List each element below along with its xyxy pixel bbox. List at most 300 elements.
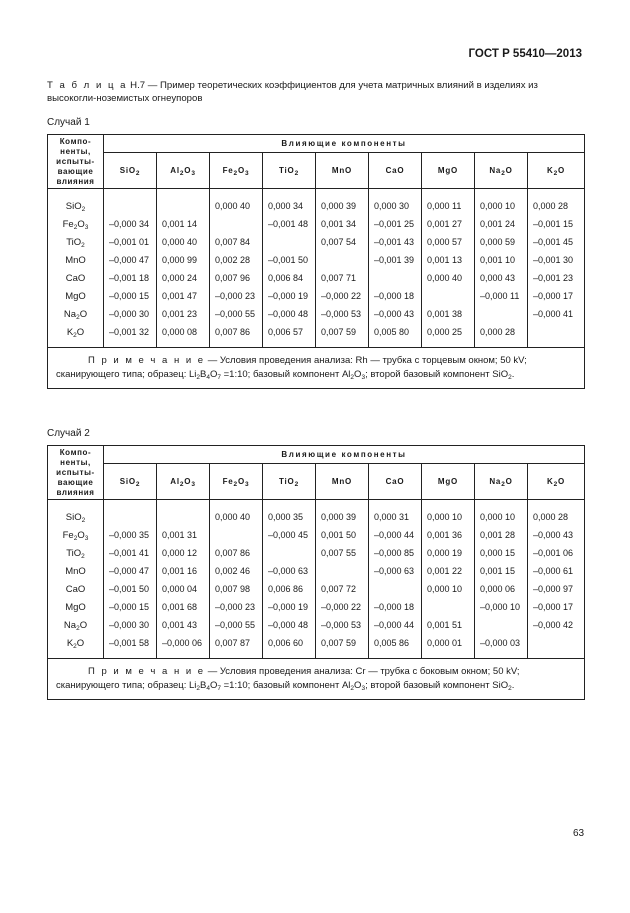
table-cell: 0,000 11 (422, 189, 475, 216)
table-cell: –0,000 30 (104, 305, 157, 323)
table-cell: –0,001 48 (263, 215, 316, 233)
table-row (48, 500, 585, 527)
column-header (104, 464, 157, 500)
row-label (48, 500, 104, 527)
corner-header-line: вающие (57, 166, 94, 176)
table-cell: 0,007 96 (210, 269, 263, 287)
formula-part: Na (63, 619, 77, 631)
row-label (48, 562, 104, 580)
formula-part: MgO (437, 165, 459, 175)
column-header (157, 464, 210, 500)
table-row (48, 251, 585, 269)
table-cell: 0,007 98 (210, 580, 263, 598)
table-cell (157, 500, 210, 527)
table-row (48, 526, 585, 544)
corner-header-line: испыты- (56, 467, 95, 477)
table-cell: –0,000 23 (210, 287, 263, 305)
table-cell (157, 189, 210, 216)
formula-part: MnO (65, 254, 86, 266)
table-cell: 0,001 47 (157, 287, 210, 305)
note-text: =1:10; базовый компонент Al (220, 369, 351, 380)
table-cell: –0,001 32 (104, 323, 157, 348)
note-subscript: 2 (350, 374, 355, 381)
row-label-formula (66, 584, 86, 595)
table-cell (422, 598, 475, 616)
table-row (48, 580, 585, 598)
table-cell: 0,001 10 (475, 251, 528, 269)
table-cell: –0,000 19 (263, 287, 316, 305)
table-cell: –0,000 19 (263, 598, 316, 616)
row-label (48, 287, 104, 305)
table-cell: 0,006 86 (263, 580, 316, 598)
corner-header-line: вающие (57, 477, 94, 487)
table-cell: –0,000 97 (528, 580, 585, 598)
table-row (48, 287, 585, 305)
formula-part: Na (63, 308, 77, 320)
table-cell: 0,000 39 (316, 500, 369, 527)
table-cell: –0,000 18 (369, 598, 422, 616)
table-cell: –0,001 15 (528, 215, 585, 233)
formula-subscript: 3 (84, 223, 89, 231)
note-label: П р и м е ч а н и е (88, 666, 206, 677)
table-cell: 0,000 19 (422, 544, 475, 562)
column-header-formula (279, 477, 299, 486)
formula-part: MnO (331, 476, 353, 486)
table-cell: 0,007 59 (316, 634, 369, 659)
table-cell: 0,007 55 (316, 544, 369, 562)
table-note (48, 348, 585, 389)
formula-subscript: 3 (84, 534, 89, 542)
table-cell: 0,000 35 (263, 500, 316, 527)
column-header-formula (489, 477, 512, 486)
table-cell: 0,006 84 (263, 269, 316, 287)
row-label (48, 544, 104, 562)
table-cell: –0,000 45 (263, 526, 316, 544)
formula-part: O (184, 476, 192, 486)
column-header-formula (547, 477, 565, 486)
table-cell: –0,000 63 (369, 562, 422, 580)
table-cell: 0,007 54 (316, 233, 369, 251)
table-cell: –0,000 53 (316, 616, 369, 634)
formula-part: K (66, 637, 74, 649)
row-label (48, 305, 104, 323)
table-cell (104, 500, 157, 527)
table-cell: 0,007 71 (316, 269, 369, 287)
note-text: B (200, 369, 207, 380)
case-1-title: Случай 1 (47, 117, 90, 128)
corner-header-line: испыты- (56, 156, 95, 166)
formula-part: CaO (385, 165, 405, 175)
table-cell: –0,001 06 (528, 544, 585, 562)
table-cell (210, 215, 263, 233)
table-cell: 0,001 16 (157, 562, 210, 580)
table-cell: –0,000 47 (104, 251, 157, 269)
formula-part: O (77, 218, 85, 230)
column-header-formula (438, 477, 458, 486)
column-header-formula (223, 166, 250, 175)
table-cell: 0,007 59 (316, 323, 369, 348)
table-cell: –0,001 01 (104, 233, 157, 251)
table-note (48, 659, 585, 700)
column-header (528, 153, 585, 189)
table-cell: –0,000 17 (528, 287, 585, 305)
row-label (48, 189, 104, 216)
corner-header-line: влияния (56, 176, 95, 186)
formula-part: O (79, 619, 88, 631)
formula-part: SiO (119, 165, 136, 175)
table-cell: 0,001 27 (422, 215, 475, 233)
table-cell: –0,001 50 (263, 251, 316, 269)
table-cell: 0,001 36 (422, 526, 475, 544)
column-header-formula (386, 477, 405, 486)
formula-part: Al (170, 476, 180, 486)
table-cell: 0,000 10 (422, 580, 475, 598)
table-cell: 0,000 31 (369, 500, 422, 527)
table-cell: 0,001 22 (422, 562, 475, 580)
row-label-formula (65, 255, 86, 266)
table-cell: 0,000 40 (157, 233, 210, 251)
note-text: O (354, 680, 362, 691)
table-cell: –0,000 63 (263, 562, 316, 580)
column-header-formula (489, 166, 512, 175)
table-cell: –0,001 45 (528, 233, 585, 251)
note-subscript: 2 (196, 685, 200, 692)
row-label (48, 598, 104, 616)
table-cell: 0,001 31 (157, 526, 210, 544)
row-label-formula (66, 273, 86, 284)
table-cell: 0,000 43 (475, 269, 528, 287)
table-cell: 0,000 10 (475, 500, 528, 527)
table-cell: –0,000 15 (104, 598, 157, 616)
formula-subscript: 2 (73, 534, 78, 542)
influencing-components-header: Влияющие компоненты (104, 446, 585, 464)
table-cell: –0,000 42 (528, 616, 585, 634)
formula-part: Fe (62, 218, 74, 230)
table-cell: 0,000 99 (157, 251, 210, 269)
note-subscript: 2 (508, 685, 512, 692)
corner-header-line: Компо- (59, 447, 92, 457)
table-cell: –0,000 15 (104, 287, 157, 305)
formula-part: MnO (65, 565, 86, 577)
column-header-formula (170, 166, 195, 175)
table-cell: –0,000 18 (369, 287, 422, 305)
formula-part: Al (170, 165, 180, 175)
row-label-formula (66, 201, 85, 212)
table-cell: –0,000 23 (210, 598, 263, 616)
table-cell: –0,001 50 (104, 580, 157, 598)
row-label-formula (65, 291, 86, 302)
table-cell: –0,000 43 (369, 305, 422, 323)
row-label (48, 634, 104, 659)
formula-subscript: 2 (135, 169, 141, 177)
table-row (48, 215, 585, 233)
formula-subscript: 2 (553, 169, 559, 177)
table-cell: –0,000 34 (104, 215, 157, 233)
table-cell: –0,001 43 (369, 233, 422, 251)
note-text: ; второй базовый компонент SiO (365, 369, 509, 380)
note-subscript: 7 (217, 374, 221, 381)
note-text: =1:10; базовый компонент Al (220, 680, 351, 691)
table-cell: –0,000 44 (369, 526, 422, 544)
table-cell: –0,000 03 (475, 634, 528, 659)
formula-subscript: 2 (81, 205, 86, 213)
caption-label: Т а б л и ц а (47, 80, 128, 91)
corner-header-line: Компо- (59, 136, 92, 146)
row-label (48, 616, 104, 634)
column-header-formula (120, 477, 141, 486)
column-header (369, 464, 422, 500)
column-header (210, 153, 263, 189)
table-cell: 0,001 14 (157, 215, 210, 233)
table-cell: 0,006 60 (263, 634, 316, 659)
caption-text: Н.7 — Пример теоретических коэффициентов для учета матричных влияний в изделиях из высокогли-ноземистых огнеупоров (47, 80, 538, 104)
table-cell: 0,000 40 (422, 269, 475, 287)
row-label (48, 580, 104, 598)
note-subscript: 2 (508, 374, 512, 381)
table-cell: –0,000 11 (475, 287, 528, 305)
formula-subscript: 3 (191, 169, 196, 177)
table-cell: –0,000 43 (528, 526, 585, 544)
row-label-formula (63, 219, 89, 230)
column-header (316, 464, 369, 500)
formula-subscript: 2 (73, 642, 77, 650)
table-cell: –0,000 22 (316, 287, 369, 305)
table-cell: 0,007 87 (210, 634, 263, 659)
table-cell: 0,001 13 (422, 251, 475, 269)
row-label (48, 251, 104, 269)
formula-subscript: 2 (233, 480, 238, 488)
note-subscript: 4 (206, 685, 210, 692)
table-cell: –0,000 10 (475, 598, 528, 616)
page-number: 63 (573, 828, 585, 839)
column-header-formula (386, 166, 405, 175)
note-text: O (354, 369, 362, 380)
row-label (48, 215, 104, 233)
note-text: — Условия проведения анализа: Cr — трубка с боковым окном; 50 kV; сканирующего типа; образец: Li (56, 666, 520, 691)
table-cell: 0,002 46 (210, 562, 263, 580)
formula-part: TiO (278, 165, 295, 175)
note-text: O (209, 369, 218, 380)
table-cell (316, 562, 369, 580)
formula-subscript: 2 (233, 169, 238, 177)
formula-part: CaO (65, 583, 86, 595)
table-cell: 0,001 51 (422, 616, 475, 634)
table-cell (422, 287, 475, 305)
table-cell: 0,000 25 (422, 323, 475, 348)
table-cell: 0,007 86 (210, 323, 263, 348)
formula-subscript: 3 (244, 169, 250, 177)
table-row (48, 269, 585, 287)
formula-part: SiO (119, 476, 136, 486)
row-label-formula (66, 512, 85, 523)
table-row (48, 634, 585, 659)
note-subscript: 3 (361, 374, 366, 381)
row-label (48, 526, 104, 544)
influencing-components-header: Влияющие компоненты (104, 135, 585, 153)
table-cell: 0,005 80 (369, 323, 422, 348)
row-label (48, 233, 104, 251)
table-cell (369, 580, 422, 598)
table-cell: 0,000 40 (210, 500, 263, 527)
column-header (475, 464, 528, 500)
table-cell: –0,000 35 (104, 526, 157, 544)
table-cell: 0,000 12 (157, 544, 210, 562)
corner-header (48, 446, 104, 500)
column-header (369, 153, 422, 189)
table-cell: –0,000 55 (210, 616, 263, 634)
table-cell (528, 634, 585, 659)
table-cell: 0,000 15 (475, 544, 528, 562)
table-cell: –0,000 44 (369, 616, 422, 634)
column-header (422, 464, 475, 500)
column-header-formula (223, 477, 250, 486)
table-row (48, 544, 585, 562)
formula-part: O (558, 165, 566, 175)
note-subscript: 3 (361, 685, 366, 692)
table-cell (104, 189, 157, 216)
column-header-formula (547, 166, 565, 175)
table-cell: 0,001 38 (422, 305, 475, 323)
formula-subscript: 2 (179, 480, 185, 488)
table-cell: 0,000 24 (157, 269, 210, 287)
table-cell: 0,000 10 (422, 500, 475, 527)
table-cell (210, 526, 263, 544)
table-cell: 0,000 57 (422, 233, 475, 251)
table-cell: –0,001 25 (369, 215, 422, 233)
table-cell: –0,000 41 (528, 305, 585, 323)
row-label-formula (66, 237, 85, 248)
formula-part: MgO (437, 476, 459, 486)
corner-header-line: ненты, (60, 457, 91, 467)
formula-part: CaO (65, 272, 86, 284)
table-row (48, 305, 585, 323)
table-cell: 0,000 34 (263, 189, 316, 216)
formula-subscript: 2 (294, 169, 299, 177)
formula-subscript: 2 (73, 223, 78, 231)
formula-subscript: 2 (501, 169, 506, 177)
column-header (263, 464, 316, 500)
table-cell: 0,006 57 (263, 323, 316, 348)
formula-part: SiO (65, 511, 82, 523)
formula-part: O (558, 476, 566, 486)
formula-part: K (547, 476, 554, 486)
table-row (48, 562, 585, 580)
note-text: ; второй базовый компонент SiO (365, 680, 509, 691)
table-caption (47, 80, 587, 105)
column-header-formula (332, 477, 352, 486)
formula-part: TiO (278, 476, 295, 486)
table-cell: 0,000 59 (475, 233, 528, 251)
corner-header-line: ненты, (60, 146, 91, 156)
table-cell: 0,007 86 (210, 544, 263, 562)
formula-part: O (505, 476, 513, 486)
formula-subscript: 2 (76, 313, 80, 321)
formula-part: O (237, 476, 245, 486)
table-cell: 0,001 23 (157, 305, 210, 323)
table-cell: –0,000 30 (104, 616, 157, 634)
table-cell: 0,007 72 (316, 580, 369, 598)
formula-part: Na (489, 476, 502, 486)
formula-part: MgO (65, 290, 86, 302)
table-cell: –0,000 17 (528, 598, 585, 616)
column-header-formula (170, 477, 195, 486)
row-label-formula (65, 602, 86, 613)
note-label: П р и м е ч а н и е (88, 355, 206, 366)
column-header (210, 464, 263, 500)
column-header-formula (438, 166, 458, 175)
row-label-formula (66, 548, 85, 559)
table-cell: –0,001 39 (369, 251, 422, 269)
column-header-formula (332, 166, 352, 175)
table-cell: 0,002 28 (210, 251, 263, 269)
formula-subscript: 2 (553, 480, 559, 488)
table-cell: 0,005 86 (369, 634, 422, 659)
formula-part: O (79, 308, 88, 320)
formula-part: O (77, 529, 85, 541)
row-label-formula (63, 530, 89, 541)
table-cell (528, 323, 585, 348)
table-cell (369, 269, 422, 287)
table-cell: –0,000 06 (157, 634, 210, 659)
table-cell: 0,000 30 (369, 189, 422, 216)
row-label-formula (67, 327, 84, 338)
row-label (48, 323, 104, 348)
formula-part: O (505, 165, 513, 175)
formula-part: O (76, 326, 85, 338)
row-label (48, 269, 104, 287)
table-cell: –0,000 61 (528, 562, 585, 580)
formula-part: Fe (222, 476, 234, 486)
note-subscript: 4 (206, 374, 210, 381)
column-header (263, 153, 316, 189)
table-cell: 0,000 06 (475, 580, 528, 598)
table-cell: 0,000 28 (528, 189, 585, 216)
table-cell (263, 544, 316, 562)
formula-part: MgO (65, 601, 86, 613)
table-cell (475, 305, 528, 323)
formula-subscript: 2 (81, 516, 86, 524)
formula-part: O (237, 165, 245, 175)
column-header-formula (120, 166, 141, 175)
formula-subscript: 3 (191, 480, 196, 488)
formula-part: O (184, 165, 192, 175)
formula-part: TiO (66, 236, 82, 248)
table-cell (475, 616, 528, 634)
table-cell: –0,000 55 (210, 305, 263, 323)
column-header (157, 153, 210, 189)
table-cell: –0,000 53 (316, 305, 369, 323)
table-cell: 0,000 04 (157, 580, 210, 598)
table-cell: –0,000 48 (263, 305, 316, 323)
formula-part: Fe (62, 529, 74, 541)
note-text: O (209, 680, 218, 691)
row-label-formula (65, 566, 86, 577)
formula-subscript: 3 (244, 480, 250, 488)
formula-part: K (66, 326, 74, 338)
table-cell: 0,001 43 (157, 616, 210, 634)
table-cell: –0,000 47 (104, 562, 157, 580)
note-text: . (511, 369, 515, 380)
table-cell: 0,001 50 (316, 526, 369, 544)
table-cell: 0,001 28 (475, 526, 528, 544)
table-row (48, 598, 585, 616)
formula-subscript: 2 (179, 169, 185, 177)
column-header (104, 153, 157, 189)
table-cell: 0,007 84 (210, 233, 263, 251)
row-label-formula (64, 620, 87, 631)
formula-subscript: 2 (294, 480, 299, 488)
column-header (528, 464, 585, 500)
